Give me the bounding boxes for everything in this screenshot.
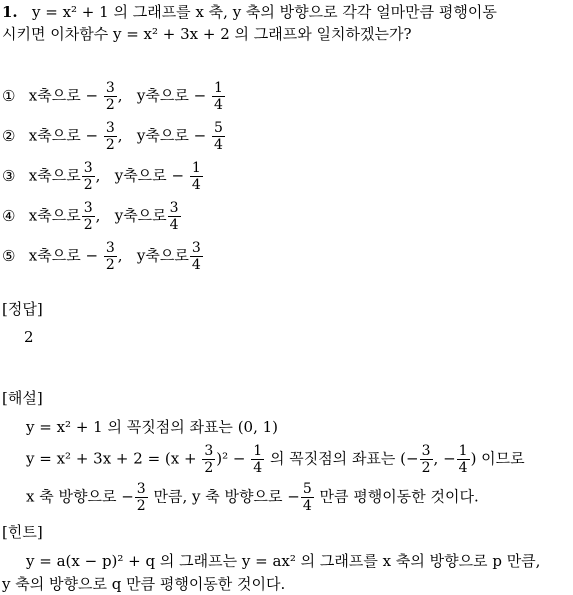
option-x-label: x축으로 bbox=[28, 126, 81, 145]
option-2[interactable]: ② x축으로 − $\frac{3}{2}$ , y축으로 − $\frac{5}{4}$ bbox=[2, 120, 223, 153]
option-x-label: x축으로 bbox=[28, 86, 81, 105]
option-x-fraction: $\frac{3}{2}$ bbox=[83, 160, 93, 193]
option-mark: ⑤ bbox=[2, 246, 16, 265]
question-line-1 bbox=[2, 3, 497, 21]
option-x-fraction: $\frac{3}{2}$ bbox=[83, 200, 93, 233]
option-mark: ④ bbox=[2, 206, 16, 225]
option-x-fraction: $\frac{3}{2}$ bbox=[105, 120, 115, 153]
answer-heading: [정답] bbox=[2, 300, 43, 318]
option-x-sign: − bbox=[85, 246, 99, 265]
option-y-sign: − bbox=[193, 126, 207, 145]
solution-heading: [해설] bbox=[2, 389, 43, 407]
option-y-label: y축으로 bbox=[114, 206, 167, 225]
option-x-sign: − bbox=[85, 126, 99, 145]
option-y-fraction: $\frac{3}{4}$ bbox=[191, 240, 201, 273]
option-y-label: y축으로 bbox=[114, 166, 167, 185]
question-number: 1. bbox=[2, 3, 18, 21]
hint-line-1: y = a(x − p)² + q 의 그래프는 y = ax² 의 그래프를 x 축의 방향으로 p 만큼, bbox=[26, 552, 541, 570]
option-mark: ① bbox=[2, 86, 16, 105]
option-x-label: x축으로 bbox=[28, 206, 81, 225]
option-y-fraction: $\frac{5}{4}$ bbox=[213, 120, 223, 153]
option-y-label: y축으로 bbox=[136, 246, 189, 265]
option-mark: ③ bbox=[2, 166, 16, 185]
option-x-label: x축으로 bbox=[28, 166, 81, 185]
option-5[interactable]: ⑤ x축으로 − $\frac{3}{2}$ , y축으로 $\frac{3}{4}$ bbox=[2, 240, 201, 273]
option-y-fraction: $\frac{1}{4}$ bbox=[191, 160, 201, 193]
option-3[interactable]: ③ x축으로 $\frac{3}{2}$ , y축으로 − $\frac{1}{4}$ bbox=[2, 160, 201, 193]
option-4[interactable]: ④ x축으로 $\frac{3}{2}$ , y축으로 $\frac{3}{4}$ bbox=[2, 200, 179, 233]
option-y-label: y축으로 bbox=[136, 86, 189, 105]
hint-line-2: y 축의 방향으로 q 만큼 평행이동한 것이다. bbox=[2, 575, 286, 593]
hint-heading: [힌트] bbox=[2, 523, 43, 541]
question-text-1: y = x² + 1 의 그래프를 x 축, y 축의 방향으로 각각 얼마만큼 평행이동 bbox=[31, 3, 497, 21]
option-x-fraction: $\frac{3}{2}$ bbox=[105, 80, 115, 113]
option-y-sign: − bbox=[193, 86, 207, 105]
solution-line-2: y = x² + 3x + 2 = (x + $\frac{3}{2}$ )² − $\frac{1}{4}$ 의 꼭짓점의 좌표는 (− $\frac{3}{2}$ , − $\frac{1}{4}$ ) 이므로 bbox=[26, 443, 525, 476]
question-line-2: 시키면 이차함수 y = x² + 3x + 2 의 그래프와 일치하겠는가? bbox=[2, 25, 412, 43]
option-mark: ② bbox=[2, 126, 16, 145]
answer-value: 2 bbox=[24, 328, 34, 346]
solution-line-1: y = x² + 1 의 꼭짓점의 좌표는 (0, 1) bbox=[26, 418, 279, 436]
option-1[interactable]: ① x축으로 − $\frac{3}{2}$ , y축으로 − $\frac{1}{4}$ bbox=[2, 80, 223, 113]
solution-line-3: x 축 방향으로 − $\frac{3}{2}$ 만큼, y 축 방향으로 − $\frac{5}{4}$ 만큼 평행이동한 것이다. bbox=[26, 481, 479, 514]
option-y-fraction: $\frac{1}{4}$ bbox=[213, 80, 223, 113]
option-x-label: x축으로 bbox=[28, 246, 81, 265]
option-x-fraction: $\frac{3}{2}$ bbox=[105, 240, 115, 273]
option-y-fraction: $\frac{3}{4}$ bbox=[169, 200, 179, 233]
option-x-sign: − bbox=[85, 86, 99, 105]
option-y-label: y축으로 bbox=[136, 126, 189, 145]
option-y-sign: − bbox=[171, 166, 185, 185]
